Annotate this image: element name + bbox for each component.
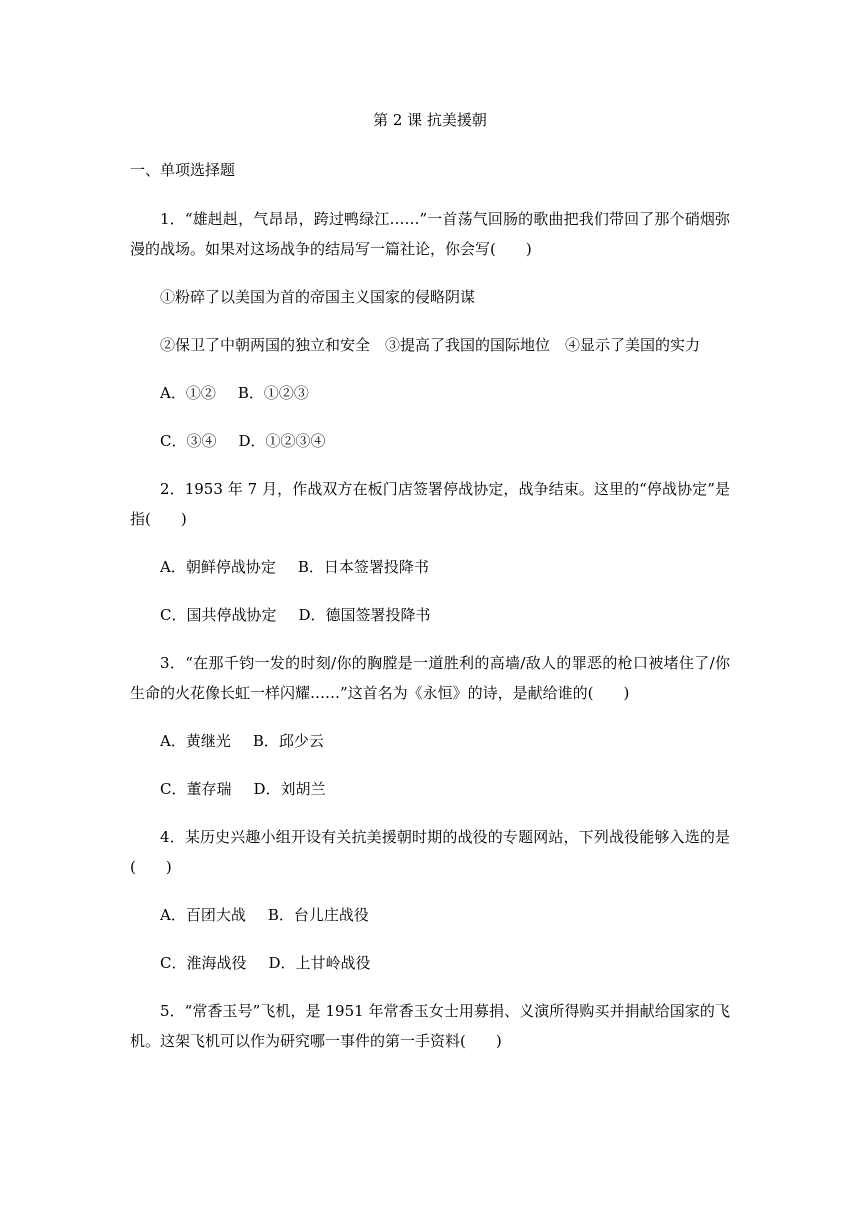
- question-1: [130, 204, 730, 456]
- section-heading: 一、单项选择题: [130, 161, 236, 179]
- option-c[interactable]: C．国共停战协定: [160, 606, 277, 624]
- option-row: [130, 726, 730, 756]
- option-d[interactable]: D．刘胡兰: [253, 780, 326, 798]
- question-list: [130, 204, 730, 1074]
- question-stem: 4．某历史兴趣小组开设有关抗美援朝时期的战役的专题网站，下列战役能够入选的是( ): [130, 828, 730, 876]
- question-stem: 3．“在那千钧一发的时刻/你的胸膛是一道胜利的高墙/敌人的罪恶的枪口被堵住了/你生命的火花像长虹一样闪耀……”这首名为《永恒》的诗，是献给谁的( ): [130, 654, 730, 702]
- option-c[interactable]: C．董存瑞: [160, 780, 232, 798]
- option-d[interactable]: D．①②③④: [238, 432, 326, 450]
- option-row: [130, 426, 730, 456]
- option-d[interactable]: D．德国签署投降书: [298, 606, 431, 624]
- statement-line: ②保卫了中朝两国的独立和安全 ③提高了我国的国际地位 ④显示了美国的实力: [160, 336, 701, 354]
- option-b[interactable]: B．台儿庄战役: [267, 906, 369, 924]
- question-5: [130, 996, 730, 1056]
- statement-line: ①粉碎了以美国为首的帝国主义国家的侵略阴谋: [160, 288, 476, 306]
- question-stem: 5．“常香玉号”飞机，是 1951 年常香玉女士用募捐、义演所得购买并捐献给国家的飞机。这架飞机可以作为研究哪一事件的第一手资料( ): [130, 1002, 730, 1050]
- question-4: [130, 822, 730, 978]
- question-stem: 2．1953 年 7 月，作战双方在板门店签署停战协定，战争结束。这里的“停战协定”是指( ): [130, 480, 730, 528]
- option-d[interactable]: D．上甘岭战役: [268, 954, 371, 972]
- option-row: [130, 552, 730, 582]
- option-row: [130, 378, 730, 408]
- option-row: [130, 600, 730, 630]
- option-a[interactable]: A．百团大战: [160, 906, 246, 924]
- option-b[interactable]: B．邱少云: [252, 732, 324, 750]
- option-row: [130, 900, 730, 930]
- question-3: [130, 648, 730, 804]
- lesson-title: 第 2 课 抗美援朝: [373, 111, 487, 129]
- option-row: [130, 948, 730, 978]
- option-b[interactable]: B．①②③: [237, 384, 309, 402]
- question-2: [130, 474, 730, 630]
- option-c[interactable]: C．③④: [160, 432, 217, 450]
- option-row: [130, 774, 730, 804]
- option-c[interactable]: C．淮海战役: [160, 954, 247, 972]
- question-stem: 1．“雄赳赳，气昂昂，跨过鸭绿江……”一首荡气回肠的歌曲把我们带回了那个硝烟弥漫的战场。如果对这场战争的结局写一篇社论，你会写( ): [130, 210, 730, 258]
- option-a[interactable]: A．黄继光: [160, 732, 231, 750]
- option-a[interactable]: A．①②: [160, 384, 216, 402]
- option-a[interactable]: A．朝鲜停战协定: [160, 558, 276, 576]
- option-b[interactable]: B．日本签署投降书: [297, 558, 429, 576]
